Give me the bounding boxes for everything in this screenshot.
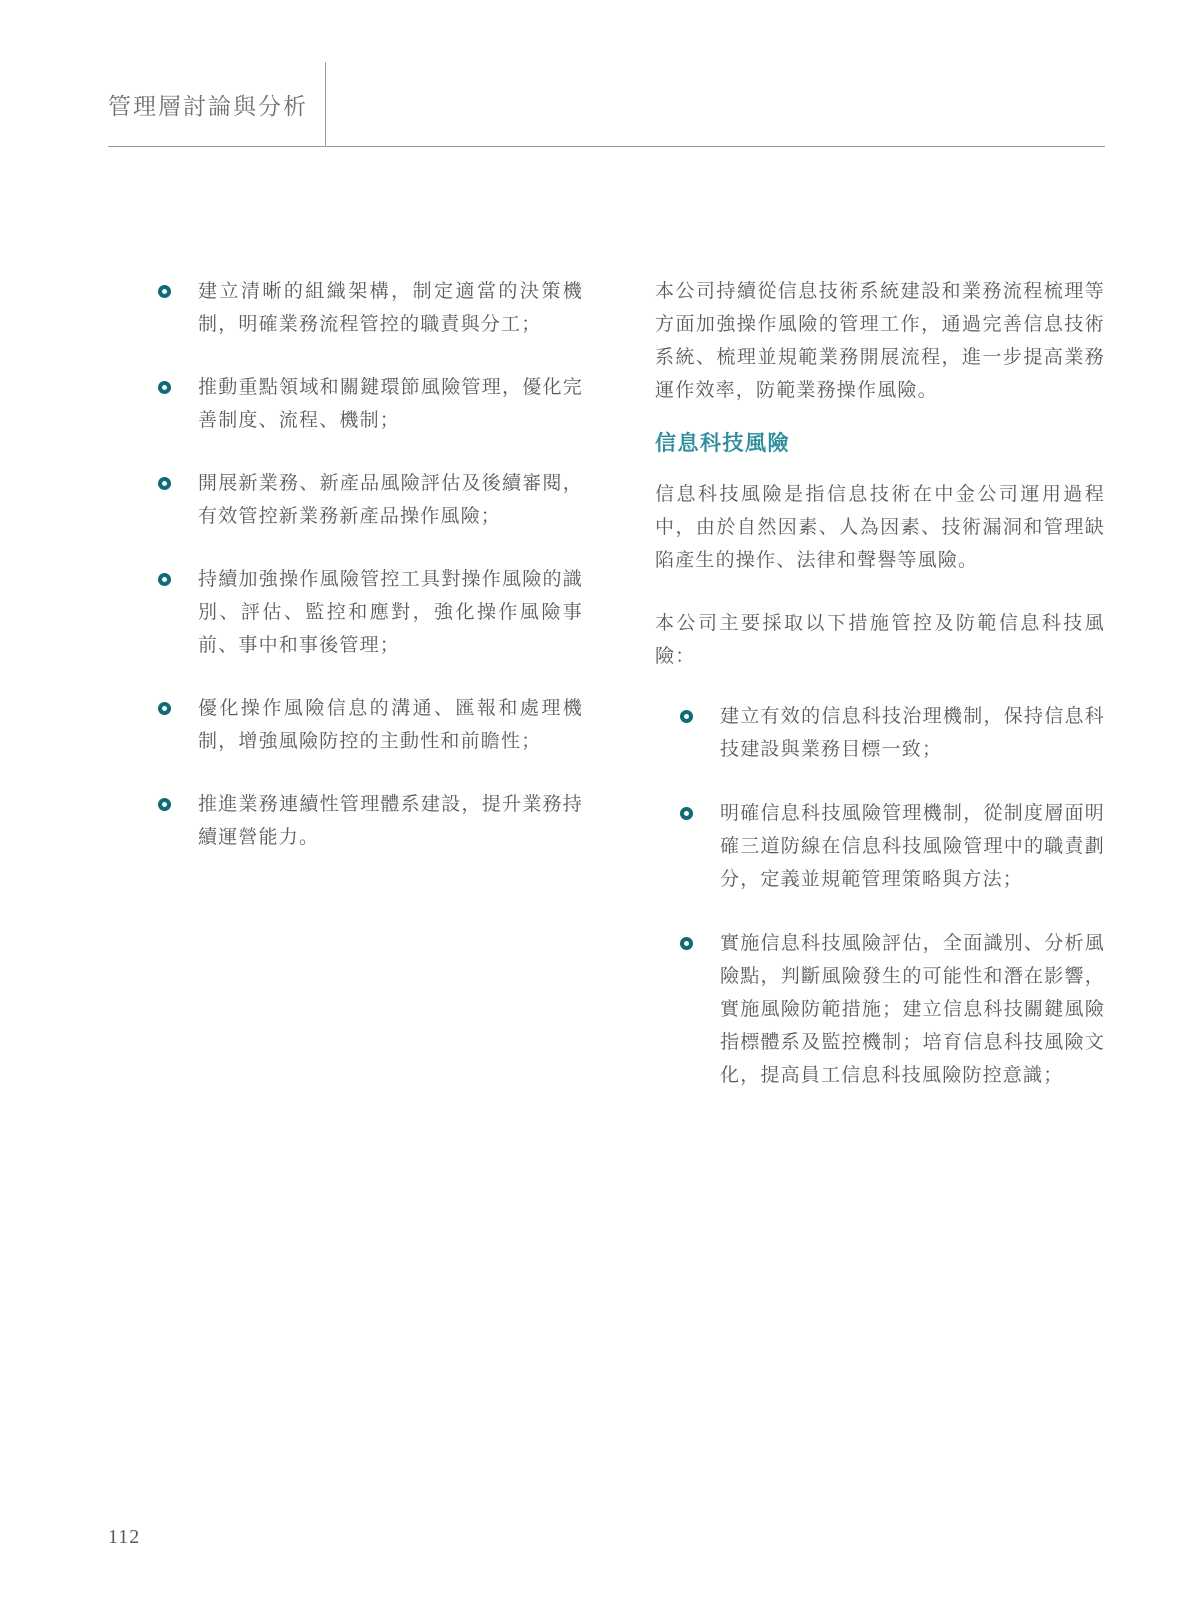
bullet-ring-icon (680, 710, 693, 723)
bullet-ring-icon (158, 381, 171, 394)
list-item (133, 788, 583, 854)
list-item (133, 371, 583, 437)
bullet-text: 推進業務連續性管理體系建設，提升業務持續運營能力。 (198, 794, 583, 848)
bullet-text: 開展新業務、新產品風險評估及後續審閱，有效管控新業務新產品操作風險； (198, 473, 583, 527)
list-item (133, 692, 583, 758)
list-item (133, 563, 583, 662)
list-item (655, 700, 1105, 766)
bullet-ring-icon (158, 798, 171, 811)
paragraph-it-risk-definition: 信息科技風險是指信息技術在中金公司運用過程中，由於自然因素、人為因素、技術漏洞和管理缺陷產生的操作、法律和聲譽等風險。 (655, 484, 1105, 571)
header-divider-horizontal (108, 146, 1105, 147)
bullet-text: 持續加強操作風險管控工具對操作風險的識別、評估、監控和應對，強化操作風險事前、事中和事後管理； (198, 569, 583, 656)
bullet-ring-icon (680, 807, 693, 820)
list-item (655, 797, 1105, 896)
bullet-text: 建立清晰的組織架構，制定適當的決策機制，明確業務流程管控的職責與分工； (198, 281, 583, 335)
bullet-text: 優化操作風險信息的溝通、匯報和處理機制，增強風險防控的主動性和前瞻性； (198, 698, 583, 752)
bullet-ring-icon (158, 702, 171, 715)
bullet-ring-icon (680, 937, 693, 950)
left-column (133, 275, 583, 854)
paragraph-operational-risk: 本公司持續從信息技術系統建設和業務流程梳理等方面加強操作風險的管理工作，通過完善信息技術系統、梳理並規範業務開展流程，進一步提高業務運作效率，防範業務操作風險。 (655, 281, 1105, 401)
bullet-ring-icon (158, 477, 171, 490)
paragraph-measures-intro: 本公司主要採取以下措施管控及防範信息科技風險： (655, 613, 1105, 667)
bullet-text: 實施信息科技風險評估，全面識別、分析風險點，判斷風險發生的可能性和潛在影響，實施風險防範措施；建立信息科技關鍵風險指標體系及監控機制；培育信息科技風險文化，提高員工信息科技風險防控意識； (720, 933, 1105, 1086)
bullet-ring-icon (158, 285, 171, 298)
right-column (655, 275, 1105, 1092)
page-header-title: 管理層討論與分析 (108, 94, 308, 119)
list-item (133, 275, 583, 341)
bullet-text: 建立有效的信息科技治理機制，保持信息科技建設與業務目標一致； (720, 706, 1105, 760)
header-divider-vertical (325, 62, 326, 146)
list-item (133, 467, 583, 533)
section-heading-it-risk: 信息科技風險 (655, 432, 790, 455)
list-item (655, 927, 1105, 1092)
bullet-text: 明確信息科技風險管理機制，從制度層面明確三道防線在信息科技風險管理中的職責劃分，定義並規範管理策略與方法； (720, 803, 1105, 890)
bullet-ring-icon (158, 573, 171, 586)
page-number: 112 (108, 1526, 141, 1548)
bullet-text: 推動重點領域和關鍵環節風險管理，優化完善制度、流程、機制； (198, 377, 583, 431)
